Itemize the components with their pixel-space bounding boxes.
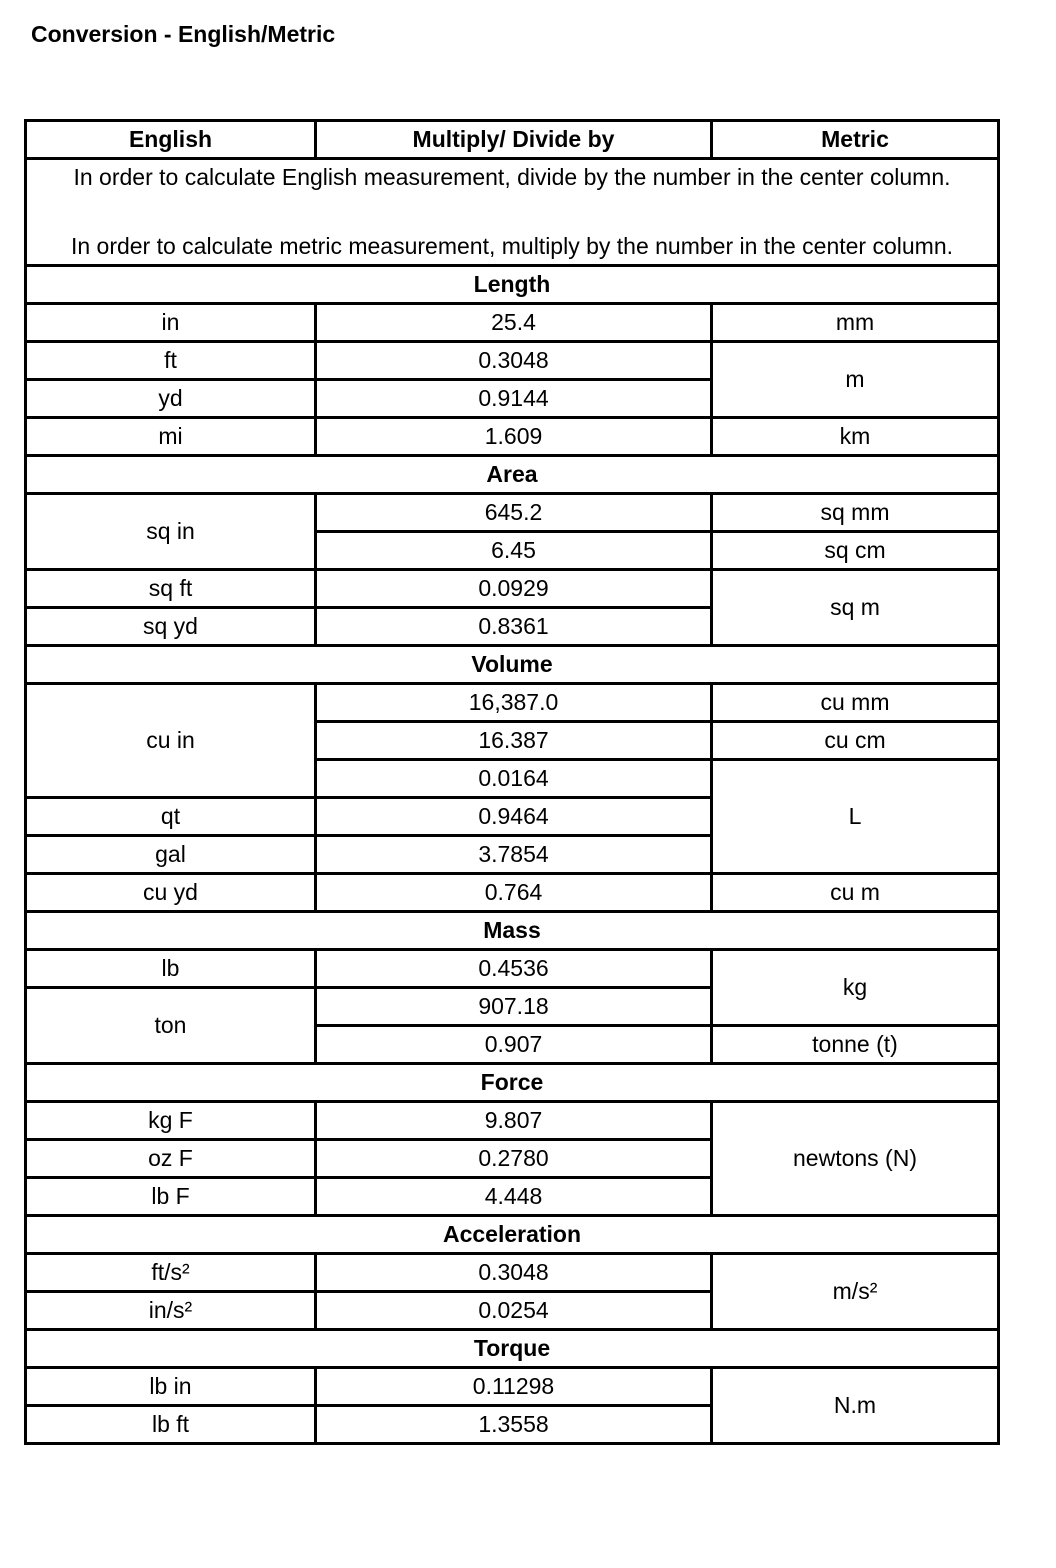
factor-value: 4.448 (316, 1178, 712, 1216)
table-row (26, 1368, 999, 1406)
header-factor: Multiply/ Divide by (316, 121, 712, 159)
section-row-area (26, 456, 999, 494)
factor-value: 1.609 (316, 418, 712, 456)
factor-value: 1.3558 (316, 1406, 712, 1444)
factor-value: 0.9464 (316, 798, 712, 836)
english-unit: in (26, 304, 316, 342)
english-unit: sq yd (26, 608, 316, 646)
section-title-area: Area (26, 456, 999, 494)
page-title: Conversion - English/Metric (31, 21, 336, 47)
section-title-torque: Torque (26, 1330, 999, 1368)
metric-unit: tonne (t) (712, 1026, 999, 1064)
english-unit: ft/s² (26, 1254, 316, 1292)
header-row (26, 121, 999, 159)
section-row-force (26, 1064, 999, 1102)
table-row (26, 342, 999, 380)
section-row-acceleration (26, 1216, 999, 1254)
table-row (26, 570, 999, 608)
factor-value: 0.907 (316, 1026, 712, 1064)
english-unit: oz F (26, 1140, 316, 1178)
factor-value: 0.3048 (316, 342, 712, 380)
factor-value: 907.18 (316, 988, 712, 1026)
english-unit: cu yd (26, 874, 316, 912)
table-row (26, 494, 999, 532)
table-row (26, 1102, 999, 1140)
factor-value: 0.4536 (316, 950, 712, 988)
factor-value: 0.764 (316, 874, 712, 912)
english-unit: lb ft (26, 1406, 316, 1444)
factor-value: 0.0164 (316, 760, 712, 798)
factor-value: 3.7854 (316, 836, 712, 874)
english-unit: mi (26, 418, 316, 456)
factor-value: 9.807 (316, 1102, 712, 1140)
factor-value: 16,387.0 (316, 684, 712, 722)
factor-value: 25.4 (316, 304, 712, 342)
instructions-cell (26, 159, 999, 266)
factor-value: 0.0929 (316, 570, 712, 608)
section-title-mass: Mass (26, 912, 999, 950)
conversion-table (24, 119, 1000, 1445)
factor-value: 0.9144 (316, 380, 712, 418)
metric-unit: L (712, 760, 999, 874)
table-row (26, 1254, 999, 1292)
metric-unit: sq m (712, 570, 999, 646)
instructions-row (26, 159, 999, 266)
english-unit: lb in (26, 1368, 316, 1406)
table-row (26, 418, 999, 456)
metric-unit: m (712, 342, 999, 418)
factor-value: 16.387 (316, 722, 712, 760)
table-row (26, 684, 999, 722)
factor-value: 6.45 (316, 532, 712, 570)
metric-unit: sq mm (712, 494, 999, 532)
metric-unit: mm (712, 304, 999, 342)
section-title-volume: Volume (26, 646, 999, 684)
metric-unit: kg (712, 950, 999, 1026)
instruction-metric: In order to calculate metric measurement, multiply by the number in the center column. (70, 233, 954, 259)
factor-value: 0.2780 (316, 1140, 712, 1178)
metric-unit: km (712, 418, 999, 456)
english-unit: lb F (26, 1178, 316, 1216)
table-row (26, 874, 999, 912)
section-title-length: Length (26, 266, 999, 304)
english-unit: ton (26, 988, 316, 1064)
header-metric: Metric (712, 121, 999, 159)
metric-unit: newtons (N) (712, 1102, 999, 1216)
factor-value: 0.8361 (316, 608, 712, 646)
section-row-torque (26, 1330, 999, 1368)
english-unit: yd (26, 380, 316, 418)
table-row (26, 950, 999, 988)
english-unit: kg F (26, 1102, 316, 1140)
factor-value: 0.3048 (316, 1254, 712, 1292)
english-unit: lb (26, 950, 316, 988)
metric-unit: cu cm (712, 722, 999, 760)
english-unit: qt (26, 798, 316, 836)
factor-value: 0.0254 (316, 1292, 712, 1330)
metric-unit: cu m (712, 874, 999, 912)
header-english: English (26, 121, 316, 159)
metric-unit: sq cm (712, 532, 999, 570)
english-unit: cu in (26, 684, 316, 798)
section-row-mass (26, 912, 999, 950)
english-unit: in/s² (26, 1292, 316, 1330)
factor-value: 0.11298 (316, 1368, 712, 1406)
metric-unit: cu mm (712, 684, 999, 722)
section-title-force: Force (26, 1064, 999, 1102)
section-row-length (26, 266, 999, 304)
english-unit: ft (26, 342, 316, 380)
table-row (26, 304, 999, 342)
instruction-english: In order to calculate English measurement, divide by the number in the center column. (73, 164, 951, 190)
english-unit: sq in (26, 494, 316, 570)
section-title-acceleration: Acceleration (26, 1216, 999, 1254)
factor-value: 645.2 (316, 494, 712, 532)
metric-unit: N.m (712, 1368, 999, 1444)
metric-unit: m/s² (712, 1254, 999, 1330)
english-unit: sq ft (26, 570, 316, 608)
section-row-volume (26, 646, 999, 684)
english-unit: gal (26, 836, 316, 874)
